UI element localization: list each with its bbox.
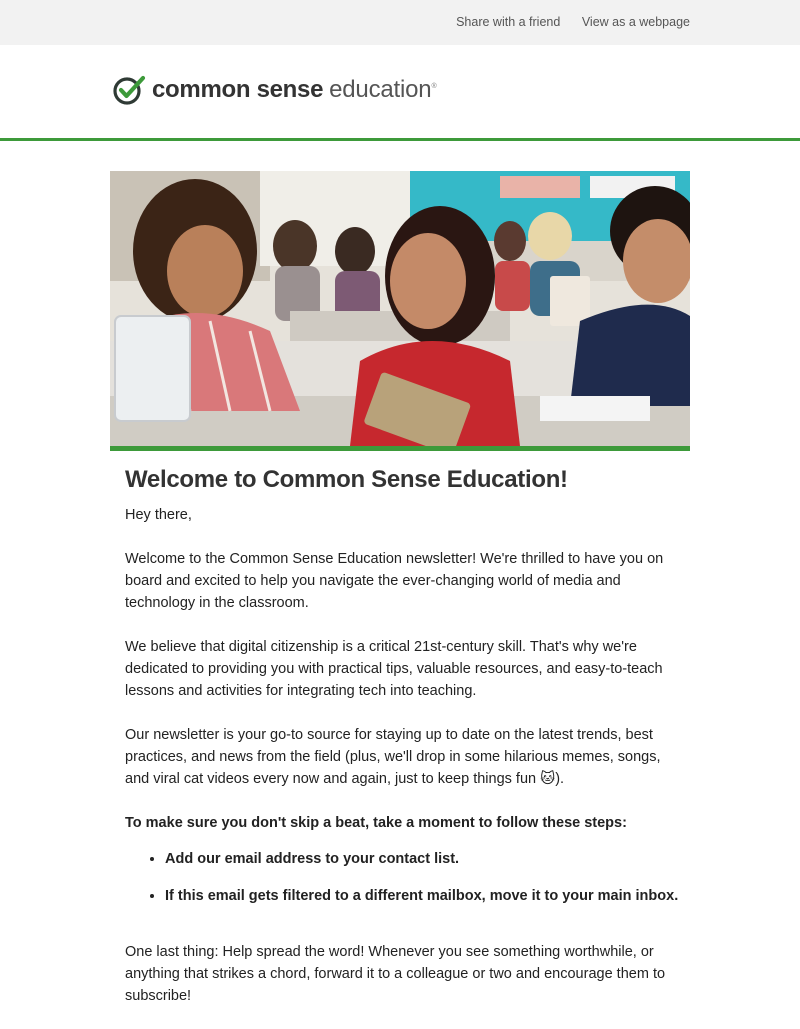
digital-citizenship-paragraph: We believe that digital citizenship is a critical 21st-century skill. That's why we're dedicated to providing you with practical tips, valuable resources, and easy-to-teach lessons and activities for integrating tech into teaching. xyxy=(125,639,663,699)
top-bar xyxy=(0,0,800,45)
steps-intro: To make sure you don't skip a beat, take a moment to follow these steps: xyxy=(125,815,627,831)
classroom-photo-illustration xyxy=(110,171,690,446)
list-item: • Add our email address to your contact list. xyxy=(165,848,680,870)
intro-paragraph: Welcome to the Common Sense Education newsletter! We're thrilled to have you on board and excited to help you navigate the ever-changing world of media and technology in the classroom. xyxy=(125,551,664,611)
email-content xyxy=(125,466,680,1029)
logo-education-text: education xyxy=(329,76,432,103)
common-sense-education-logo[interactable] xyxy=(112,75,437,105)
steps-list xyxy=(125,848,680,907)
newsletter-paragraph: Our newsletter is your go-to source for staying up to date on the latest trends, best practices, and news from the field (plus, we'll drop in some hilarious memes, songs, and viral cat videos every now and again, just to keep things fun 🐱). xyxy=(125,727,661,787)
welcome-title: Welcome to Common Sense Education! xyxy=(125,466,568,493)
closing-paragraph: One last thing: Help spread the word! Whenever you see something worthwhile, or anything that strikes a chord, forward it to a colleague or two and encourage them to subscribe! xyxy=(125,944,666,1004)
logo-brand-text: common sense xyxy=(152,76,324,103)
share-with-friend-link[interactable]: Share with a friend xyxy=(456,15,561,29)
hero-accent-bar xyxy=(110,446,690,451)
checkmark-logo-icon xyxy=(112,75,146,105)
header xyxy=(0,45,800,141)
registered-mark: ® xyxy=(431,83,437,90)
view-as-webpage-link[interactable]: View as a webpage xyxy=(581,15,690,29)
top-links xyxy=(438,15,690,29)
greeting-text: Hey there, xyxy=(125,507,192,523)
hero-classroom-image xyxy=(110,171,690,446)
list-item: • If this email gets filtered to a different mailbox, move it to your main inbox. xyxy=(165,885,680,907)
